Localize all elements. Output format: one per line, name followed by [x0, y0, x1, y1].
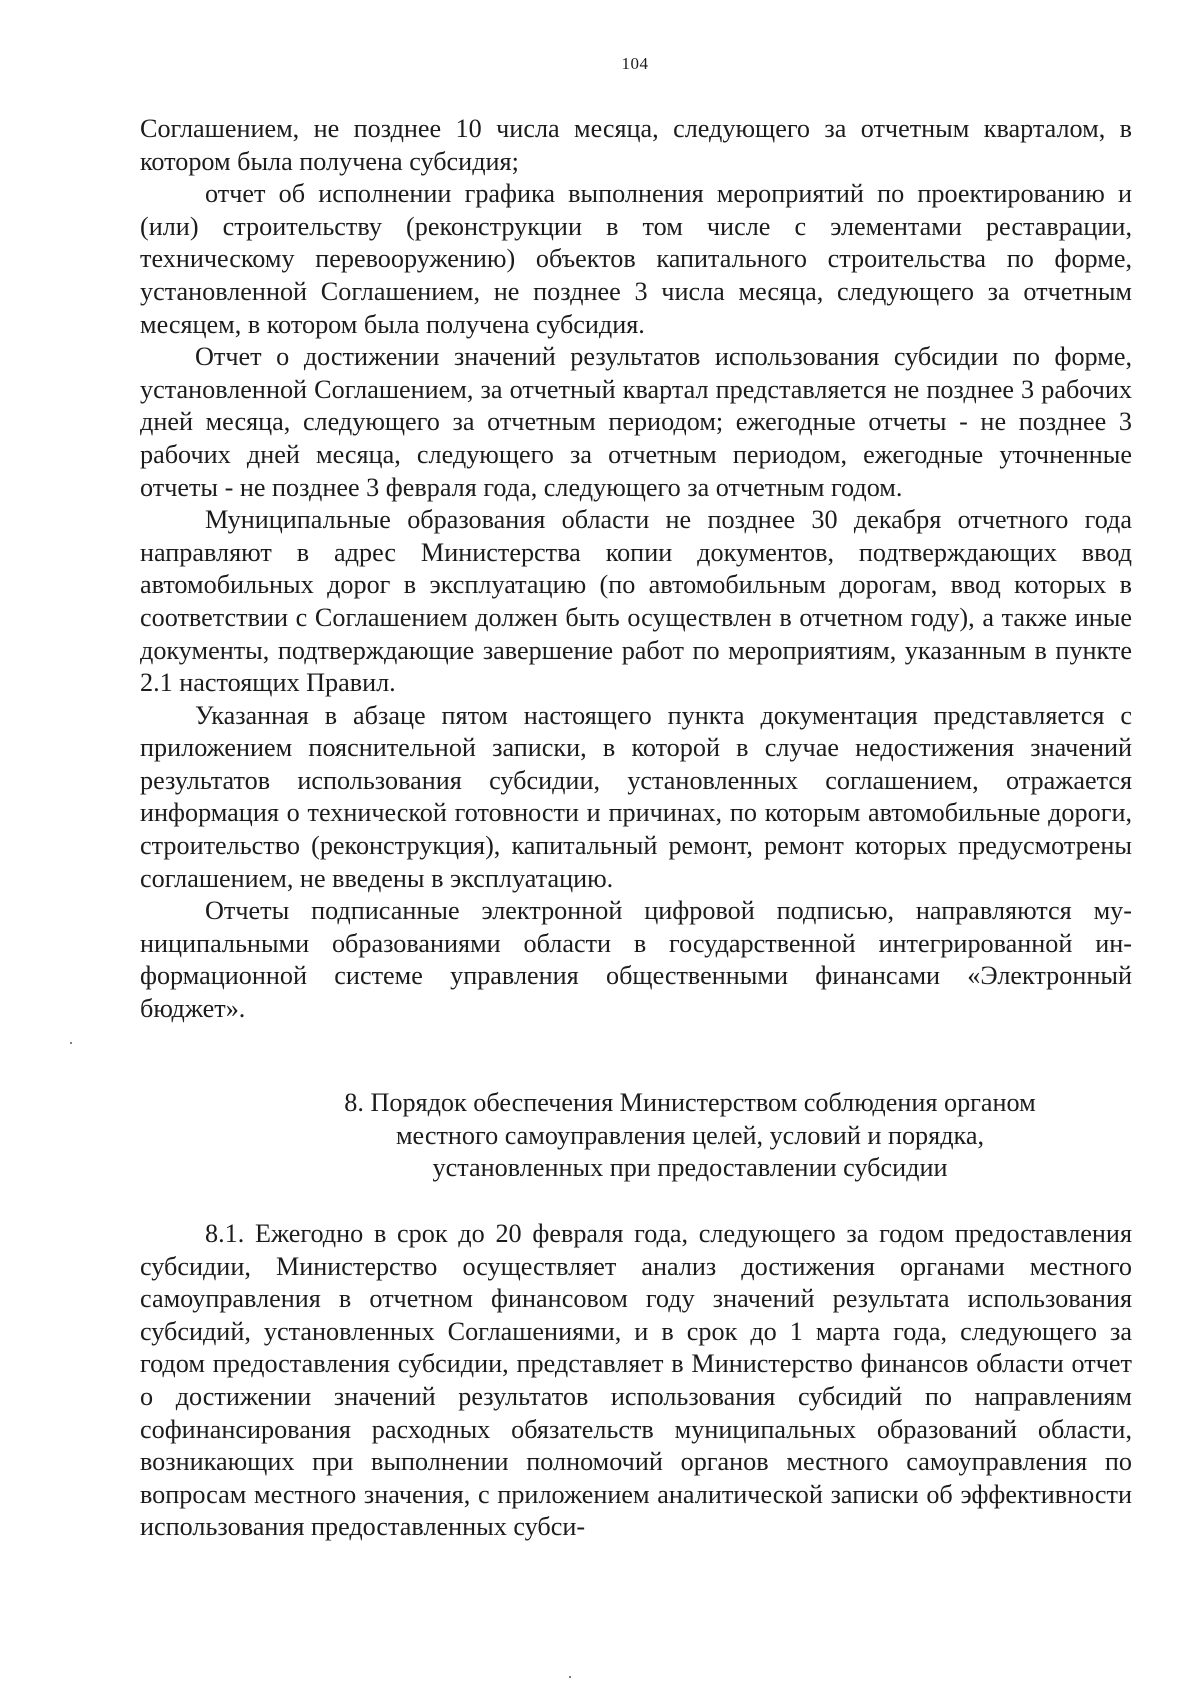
scan-corner-mark [1140, 0, 1200, 8]
section-heading-line-2: местного самоуправления целей, условий и порядка, [395, 1120, 985, 1150]
paragraph-8-1: 8.1. Ежегодно в срок до 20 февраля года, следующего за годом предоставления субсидии, Министерство осуществляет анализ достижения органами местного самоуправления в отчетном финансовом году значений результата использования субсидий, установленных Соглашениями, и в срок до 1 марта года, следующего за годом предоставления субсидии, представляет в Министерство финансов области отчет о достижении значений результатов использования субсидий по направлениям софинансирования расходных обязательств муниципальных образований области, возникающих при выполнении полномочий органов местного самоуправления по вопросам местного значения, с приложением аналитической записки об эффективности использования предоставленных субси- [140, 1219, 1132, 1542]
body-text-block-2 [140, 1218, 1132, 1544]
paragraph-2: отчет об исполнении графика выполнения мероприятий по проектированию и (или) строительству (реконструкции в том числе с элементами реставрации, техническому перевооружению) объектов капитального строительства по форме, установленной Соглашением, не позднее 3 числа месяца, следующего за отчетным месяцем, в котором была получена субсидия. [140, 179, 1132, 339]
body-text-block-1 [140, 113, 1132, 1026]
paragraph-4: Муниципальные образования области не позднее 30 декабря отчетного года направляют в адрес Министерства копии документов, подтверждающих ввод автомобильных дорог в эксплуатацию (по автомобильным дорогам, ввод которых в соответствии с Соглашением должен быть осуществлен в отчетном году), а также иные документы, подтверждающие завершение работ по мероприятиям, указанным в пункте 2.1 настоящих Правил. [140, 505, 1132, 698]
scan-speck [70, 1042, 72, 1044]
paragraph-5: Указанная в абзаце пятом настоящего пункта документация представляется с приложением пояснительной записки, в которой в случае недостижения значений результатов использования субсидии, установленных соглашением, отражается информация о технической готовности и причинах, по которым автомобильные дороги, строительство (реконструкция), капитальный ремонт, ремонт которых предусмотрены соглашением, не введены в эксплуатацию. [140, 700, 1132, 893]
paragraph-1: Соглашением, не позднее 10 числа месяца, следующего за отчетным кварталом, в котором была получена субсидия; [140, 114, 1132, 176]
page-number: 104 [621, 54, 649, 73]
paragraph-6: Отчеты подписанные электронной цифровой подписью, направляются муниципальными образованиями области в государственной интегрированной информационной системе управления общественными финансами «Электронный бюджет». [140, 896, 1132, 1024]
paragraph-3: Отчет о достижении значений результатов использования субсидии по форме, установленной Соглашением, за отчетный квартал представляется не позднее 3 рабочих дней месяца, следующего за отчетным периодом; ежегодные отчеты - не позднее 3 рабочих дней месяца, следующего за отчетным периодом, ежегодные уточненные отчеты - не позднее 3 февраля года, следующего за отчетным годом. [140, 342, 1132, 502]
section-heading [250, 1087, 1130, 1185]
scan-speck [569, 1676, 571, 1678]
section-heading-line-1: 8. Порядок обеспечения Министерством соблюдения органом [344, 1088, 1036, 1117]
section-heading-line-3: установленных при предоставлении субсидии [432, 1153, 948, 1183]
